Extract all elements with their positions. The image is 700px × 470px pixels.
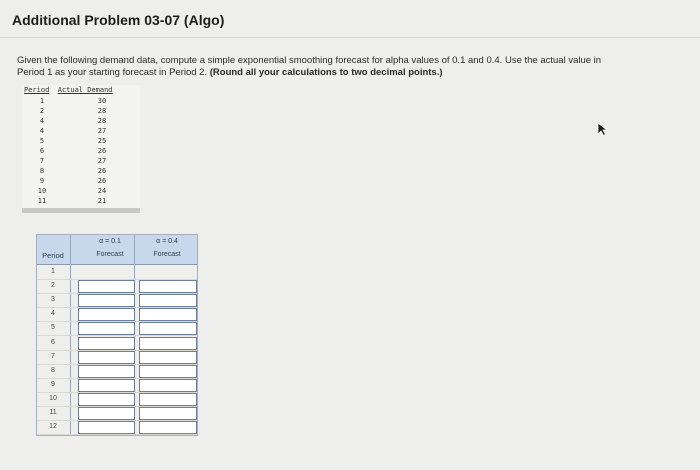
forecast-answer-table [36, 234, 198, 436]
demand-actual-value: 30 [97, 97, 107, 105]
answer-period-cell: 6 [51, 338, 55, 346]
answer-period-cell: 12 [49, 423, 57, 431]
demand-row [22, 156, 140, 166]
demand-row [22, 186, 140, 196]
answer-period-cell: 2 [51, 282, 55, 290]
demand-row [22, 136, 140, 146]
demand-period-value: 6 [39, 147, 45, 155]
demand-actual-value: 21 [97, 197, 107, 205]
demand-header-period: Period [24, 86, 50, 94]
answer-header-forecast-04: Forecast [153, 251, 181, 258]
instructions-bold-text: (Round all your calculations to two decimal points.) [209, 67, 443, 78]
demand-row [22, 116, 140, 126]
mouse-cursor-icon [597, 122, 609, 136]
demand-period-value: 7 [39, 157, 45, 165]
demand-actual-value: 27 [97, 127, 107, 135]
demand-actual-value: 28 [97, 107, 107, 115]
answer-period-cell: 4 [51, 310, 55, 318]
answer-header-alpha-04: α = 0.4 [156, 238, 178, 245]
demand-period-value: 8 [39, 167, 45, 175]
demand-row [22, 196, 140, 206]
demand-actual-value: 27 [97, 157, 107, 165]
problem-instructions [17, 55, 607, 79]
demand-period-value: 9 [39, 177, 45, 185]
demand-period-value: 11 [37, 197, 47, 205]
answer-period-cell: 11 [49, 409, 57, 416]
answer-header-forecast-01: Forecast [96, 251, 124, 258]
answer-table-border [36, 234, 198, 436]
demand-row [22, 146, 140, 156]
demand-row [22, 106, 140, 116]
answer-header-alpha-01: α = 0.1 [99, 238, 121, 245]
demand-row [22, 166, 140, 176]
demand-period-value: 2 [39, 107, 45, 115]
demand-period-value: 5 [39, 137, 45, 145]
demand-actual-value: 26 [97, 147, 107, 155]
demand-period-value: 1 [39, 97, 45, 105]
demand-actual-value: 26 [97, 167, 107, 175]
demand-table-scrollbar[interactable] [22, 208, 140, 213]
answer-period-cell: 10 [49, 394, 57, 402]
demand-actual-value: 28 [97, 117, 107, 125]
answer-period-cell: 5 [51, 324, 55, 332]
answer-period-cell: 7 [51, 352, 55, 360]
demand-header-actual-demand: Actual Demand [57, 86, 113, 94]
demand-period-value: 4 [39, 127, 45, 135]
demand-actual-value: 26 [97, 177, 107, 185]
answer-period-cell: 9 [51, 380, 55, 388]
instructions-text: Given the following demand data, compute a simple exponential smoothing forecast for alpha values of 0.1 and 0.4. Use the actual value in Period 1 as your starting forecast in Period 2. [17, 55, 602, 78]
demand-table-header [24, 86, 113, 94]
title-divider [0, 37, 700, 38]
demand-period-value: 4 [39, 117, 45, 125]
demand-row [22, 96, 140, 106]
demand-period-value: 10 [37, 187, 47, 195]
answer-period-cell: 3 [51, 296, 55, 304]
demand-row [22, 126, 140, 136]
demand-row [22, 176, 140, 186]
demand-actual-value: 24 [97, 187, 107, 195]
answer-header-period: Period [42, 251, 64, 260]
answer-period-cell: 1 [51, 268, 55, 275]
answer-period-cell: 8 [51, 366, 55, 374]
demand-data-table [22, 85, 140, 213]
page-title: Additional Problem 03-07 (Algo) [12, 12, 225, 28]
demand-actual-value: 25 [97, 137, 107, 145]
